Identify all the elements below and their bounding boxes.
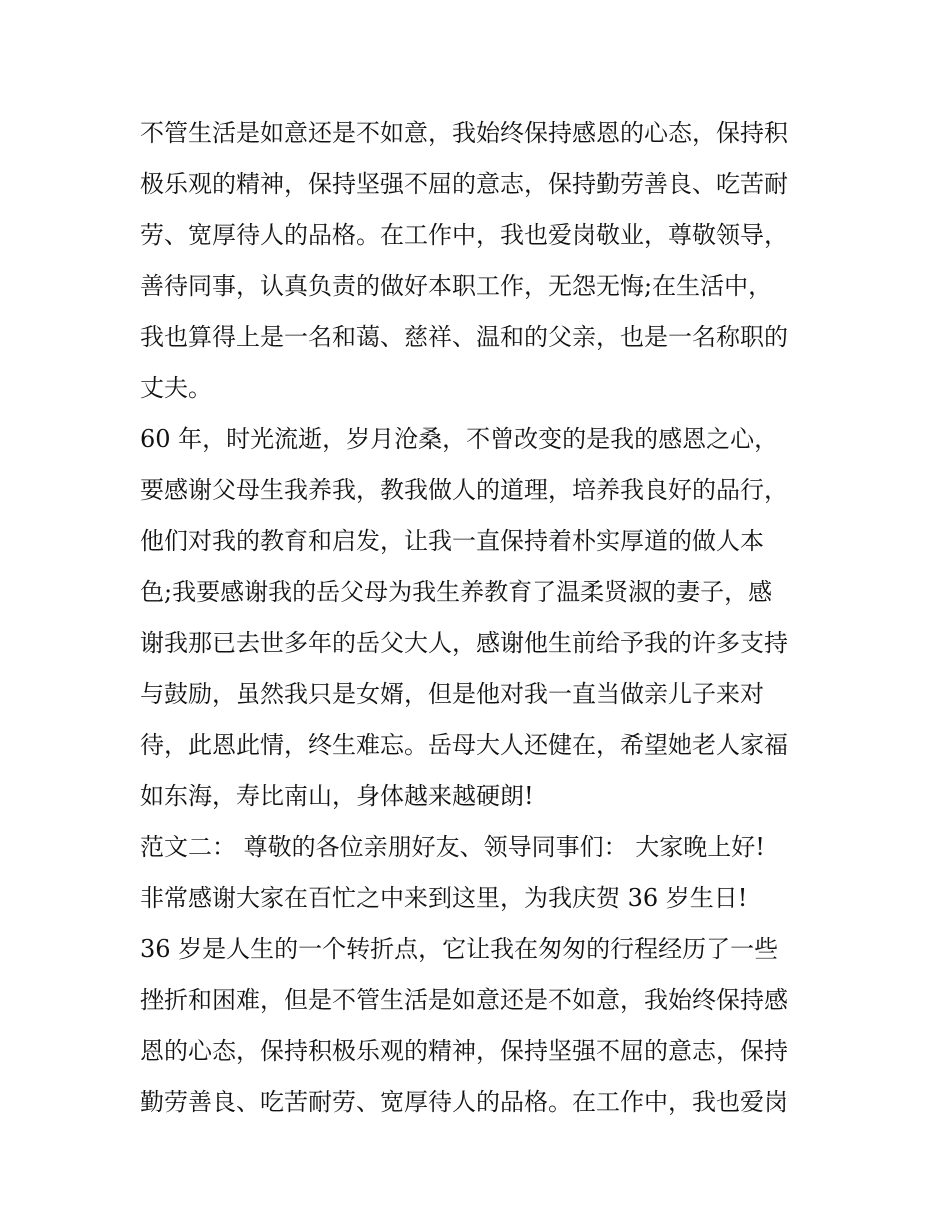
text-line: 非常感谢大家在百忙之中来到这里，为我庆贺 36 岁生日! bbox=[140, 884, 748, 912]
body-text bbox=[140, 108, 820, 1128]
text-line: 不管生活是如意还是不如意，我始终保持感恩的心态，保持积 bbox=[140, 119, 788, 147]
text-line: 他们对我的教育和启发，让我一直保持着朴实厚道的做人本 bbox=[140, 527, 764, 555]
text-line: 与鼓励，虽然我只是女婿，但是他对我一直当做亲儿子来对 bbox=[140, 680, 764, 708]
text-line: 色;我要感谢我的岳父母为我生养教育了温柔贤淑的妻子，感 bbox=[140, 578, 773, 606]
text-line: 范文二： 尊敬的各位亲朋好友、领导同事们： 大家晚上好! bbox=[140, 833, 765, 861]
text-line: 勤劳善良、吃苦耐劳、宽厚待人的品格。在工作中，我也爱岗 bbox=[140, 1088, 788, 1116]
text-line: 36 岁是人生的一个转折点，它让我在匆匆的行程经历了一些 bbox=[140, 935, 779, 963]
text-line: 劳、宽厚待人的品格。在工作中，我也爱岗敬业，尊敬领导， bbox=[140, 221, 788, 249]
text-line: 恩的心态，保持积极乐观的精神，保持坚强不屈的意志，保持 bbox=[140, 1037, 788, 1065]
text-line: 60 年，时光流逝，岁月沧桑，不曾改变的是我的感恩之心， bbox=[140, 425, 779, 453]
text-line: 善待同事，认真负责的做好本职工作，无怨无悔;在生活中， bbox=[140, 272, 773, 300]
text-line: 极乐观的精神，保持坚强不屈的意志，保持勤劳善良、吃苦耐 bbox=[140, 170, 788, 198]
text-line: 挫折和困难，但是不管生活是如意还是不如意，我始终保持感 bbox=[140, 986, 788, 1014]
text-line: 谢我那已去世多年的岳父大人，感谢他生前给予我的许多支持 bbox=[140, 629, 788, 657]
text-line: 要感谢父母生我养我，教我做人的道理，培养我良好的品行， bbox=[140, 476, 788, 504]
text-line: 丈夫。 bbox=[140, 374, 212, 402]
text-line: 如东海，寿比南山，身体越来越硬朗! bbox=[140, 782, 534, 810]
text-line: 我也算得上是一名和蔼、慈祥、温和的父亲，也是一名称职的 bbox=[140, 323, 788, 351]
text-line: 待，此恩此情，终生难忘。岳母大人还健在，希望她老人家福 bbox=[140, 731, 788, 759]
